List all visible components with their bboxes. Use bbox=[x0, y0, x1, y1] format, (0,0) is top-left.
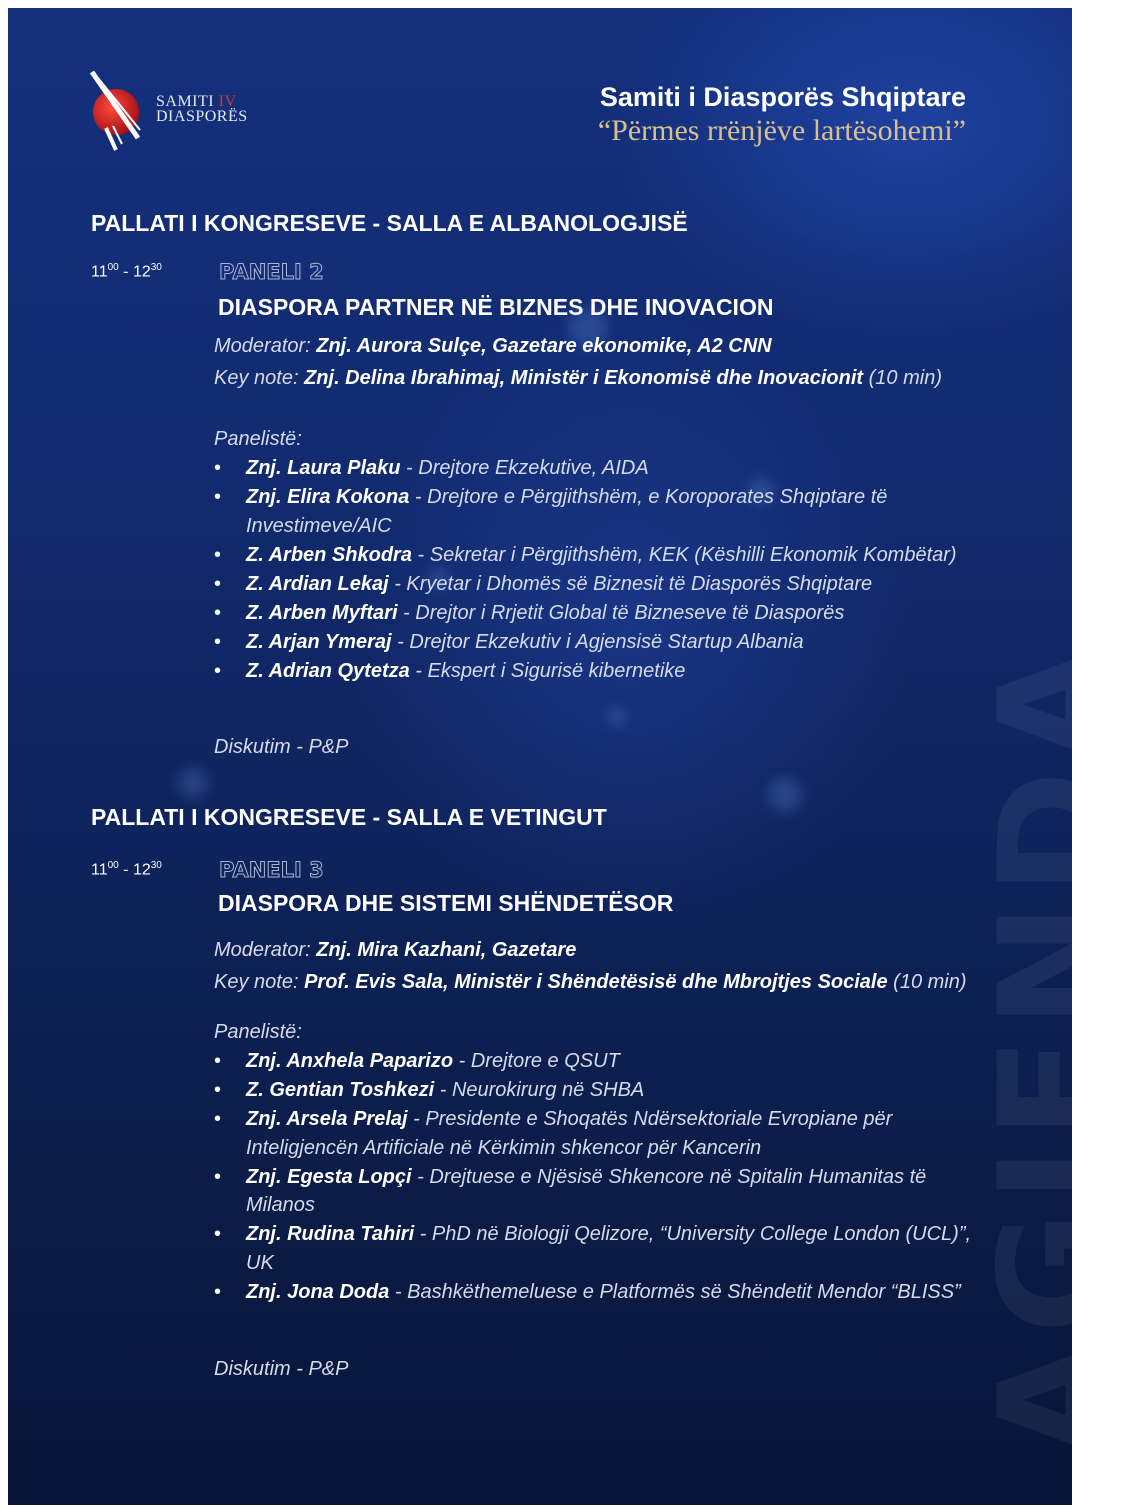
session-time: $11^{00} - 12^{30}$ bbox=[91, 262, 162, 281]
list-item: • Z. Ardian Lekaj - Kryetar i Dhomës së Biznesit të Diasporës Shqiptare bbox=[214, 570, 974, 599]
list-item: • Znj. Arsela Prelaj - Presidente e Shoqatës Ndërsektoriale Evropiane për Inteligjencën Artificiale në Kërkimin shkencor për Kancerin bbox=[214, 1105, 974, 1162]
list-item: • Znj. Laura Plaku - Drejtore Ekzekutive, AIDA bbox=[214, 454, 974, 483]
moderator-line: Moderator: Znj. Mira Kazhani, Gazetare bbox=[214, 939, 577, 961]
panel-label: PANELI 3 bbox=[219, 858, 324, 882]
list-item: • Znj. Jona Doda - Bashkëthemeluese e Platformës së Shëndetit Mendor “BLISS” bbox=[214, 1278, 974, 1307]
panel-title: DIASPORA DHE SISTEMI SHËNDETËSOR bbox=[218, 890, 674, 916]
summit-title: Samiti i Diasporës Shqiptare bbox=[599, 82, 966, 112]
keynote-line: Key note: Znj. Delina Ibrahimaj, Ministër i Ekonomisë dhe Inovacionit (10 min) bbox=[214, 367, 942, 389]
logo-wordmark: SAMITI IV DIASPORËS bbox=[156, 93, 248, 125]
bokeh-light bbox=[768, 778, 802, 812]
list-item: • Z. Arben Shkodra - Sekretar i Përgjithshëm, KEK (Këshilli Ekonomik Kombëtar) bbox=[214, 541, 974, 570]
panel-label: PANELI 2 bbox=[219, 260, 324, 284]
list-item: • Znj. Elira Kokona - Drejtore e Përgjithshëm, e Koroporates Shqiptare të Investimeve/AIC bbox=[214, 483, 974, 540]
list-item: • Z. Arjan Ymeraj - Drejtor Ekzekutiv i Agjensisë Startup Albania bbox=[214, 628, 974, 657]
list-item: • Z. Adrian Qytetza - Ekspert i Sigurisë kibernetike bbox=[214, 657, 974, 686]
discussion-line: Diskutim - P&P bbox=[214, 1358, 349, 1380]
panelists-label: Panelistë: bbox=[214, 1021, 302, 1043]
list-item: • Z. Arben Myftari - Drejtor i Rrjetit Global të Bizneseve të Diasporës bbox=[214, 599, 974, 628]
panelists-list bbox=[214, 1047, 974, 1307]
moderator-line: Moderator: Znj. Aurora Sulçe, Gazetare ekonomike, A2 CNN bbox=[214, 335, 772, 357]
bokeh-light bbox=[608, 708, 626, 726]
bokeh-light bbox=[178, 768, 208, 798]
summit-slogan: “Përmes rrënjëve lartësohemi” bbox=[597, 114, 966, 147]
session-time: $11^{00} - 12^{30}$ bbox=[91, 860, 162, 879]
panelists-list bbox=[214, 454, 974, 686]
list-item: • Znj. Anxhela Paparizo - Drejtore e QSUT bbox=[214, 1047, 974, 1076]
list-item: • Znj. Rudina Tahiri - PhD në Biologji Qelizore, “University College London (UCL)”, UK bbox=[214, 1220, 974, 1277]
keynote-line: Key note: Prof. Evis Sala, Ministër i Shëndetësisë dhe Mbrojtjes Sociale (10 min) bbox=[214, 971, 967, 993]
venue-heading: PALLATI I KONGRESEVE - SALLA E VETINGUT bbox=[91, 804, 607, 830]
venue-heading: PALLATI I KONGRESEVE - SALLA E ALBANOLOGJISË bbox=[91, 210, 688, 236]
agenda-watermark: AGJENDA bbox=[968, 638, 1142, 1458]
panel-title: DIASPORA PARTNER NË BIZNES DHE INOVACION bbox=[218, 294, 774, 320]
agenda-page bbox=[8, 8, 1142, 1505]
list-item: • Z. Gentian Toshkezi - Neurokirurg në SHBA bbox=[214, 1076, 974, 1105]
list-item: • Znj. Egesta Lopçi - Drejtuese e Njësisë Shkencore në Spitalin Humanitas të Milanos bbox=[214, 1163, 974, 1220]
panelists-label: Panelistë: bbox=[214, 428, 302, 450]
discussion-line: Diskutim - P&P bbox=[214, 736, 349, 758]
